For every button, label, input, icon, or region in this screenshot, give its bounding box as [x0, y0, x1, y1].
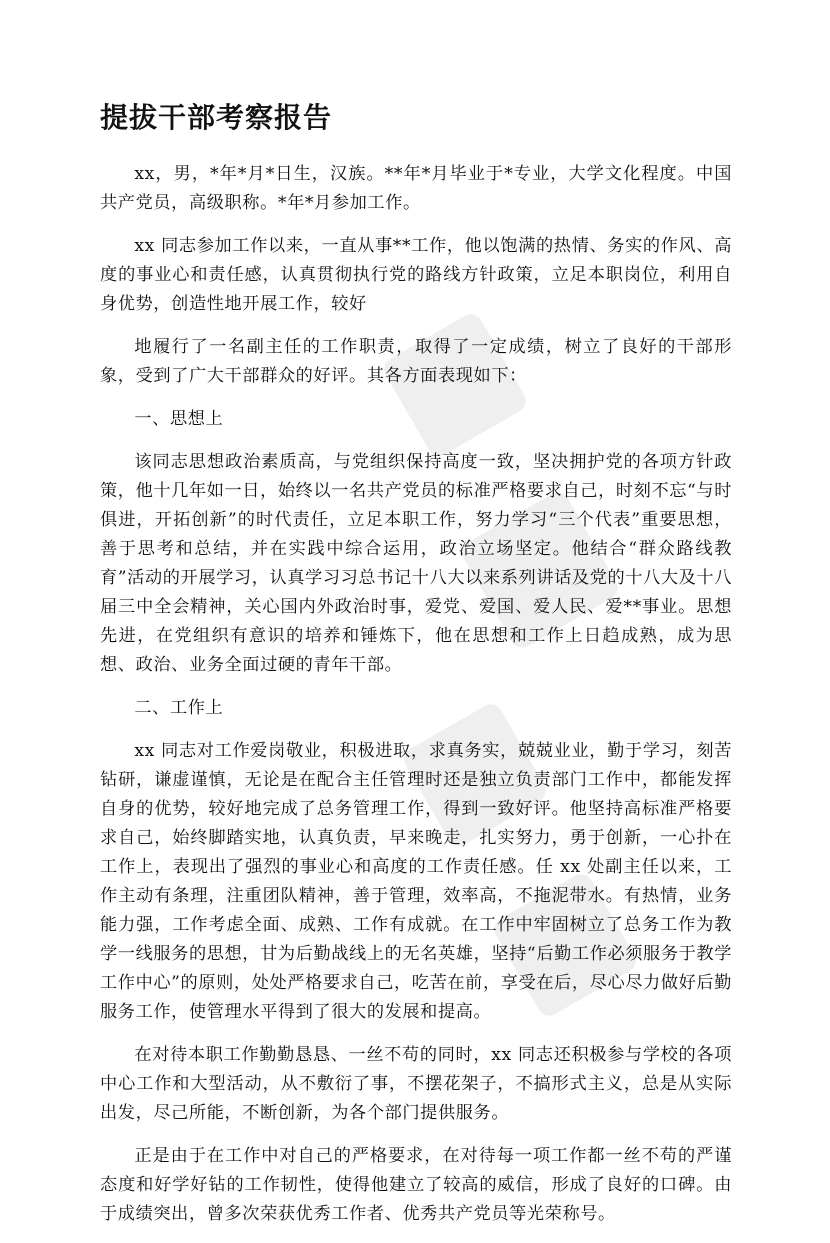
section-heading-work: 二、工作上 [134, 698, 224, 718]
paragraph-work: xx 同志对工作爱岗敬业，积极进取，求真务实，兢兢业业，勤于学习，刻苦钻研，谦虚谨慎，无论是在配合主任管理时还是独立负责部门工作中，都能发挥自身的优势，较好地完成了总务管理工作，得到一致好评。他坚持高标准严格要求自己，始终脚踏实地，认真负责，早来晚走，扎实努力，勇于创新，一心扑在工作上，表现出了强烈的事业心和高度的工作责任感。任 xx 处副主任以来，工作主动有条理，注重团队精神，善于管理，效率高，不拖泥带水。有热情，业务能力强，工作考虑全面、成熟、工作有成就。在工作中牢固树立了总务工作为教学一线服务的思想，甘为后勤战线上的无名英雄，坚持“后勤工作必须服务于教学工作中心”的原则，处处严格要求自己，吃苦在前，享受在后，尽心尽力做好后勤服务工作，使管理水平得到了很大的发展和提高。 [100, 741, 732, 1022]
paragraph-basic-info: xx，男，*年*月*日生，汉族。**年*月毕业于*专业，大学文化程度。中国共产党员，高级职称。*年*月参加工作。 [100, 164, 732, 213]
paragraph-work-overview: xx 同志参加工作以来，一直从事**工作，他以饱满的热情、务实的作风、高度的事业心和责任感，认真贯彻执行党的路线方针政策，立足本职岗位，利用自身优势，创造性地开展工作，较好 [100, 236, 732, 314]
paragraph-honors: 正是由于在工作中对自己的严格要求，在对待每一项工作都一丝不苟的严谨态度和好学好钻的工作韧性，使得他建立了较高的威信，形成了良好的口碑。由于成绩突出，曾多次荣获优秀工作者、优秀共产党员等光荣称号。 [100, 1146, 732, 1224]
section-heading-thought: 一、思想上 [134, 409, 224, 429]
paragraph-activities: 在对待本职工作勤勤恳恳、一丝不苟的同时，xx 同志还积极参与学校的各项中心工作和大型活动，从不敷衍了事，不摆花架子，不搞形式主义，总是从实际出发，尽己所能，不断创新，为各个部门提供服务。 [100, 1045, 732, 1123]
document-title: 提拔干部考察报告 [100, 101, 333, 134]
paragraph-thought: 该同志思想政治素质高，与党组织保持高度一致，坚决拥护党的各项方针政策，他十几年如一日，始终以一名共产党员的标准严格要求自己，时刻不忘“与时俱进，开拓创新”的时代责任，立足本职工作，努力学习“三个代表”重要思想，善于思考和总结，并在实践中综合运用，政治立场坚定。他结合“群众路线教育”活动的开展学习，认真学习习总书记十八大以来系列讲话及党的十八大及十八届三中全会精神，关心国内外政治时事，爱党、爱国、爱人民、爱**事业。思想先进，在党组织有意识的培养和锤炼下，他在思想和工作上日趋成熟，成为思想、政治、业务全面过硬的青年干部。 [100, 452, 732, 675]
paragraph-performance-summary: 地履行了一名副主任的工作职责，取得了一定成绩，树立了良好的干部形象，受到了广大干部群众的好评。其各方面表现如下： [100, 337, 732, 386]
document-body [100, 160, 732, 1243]
